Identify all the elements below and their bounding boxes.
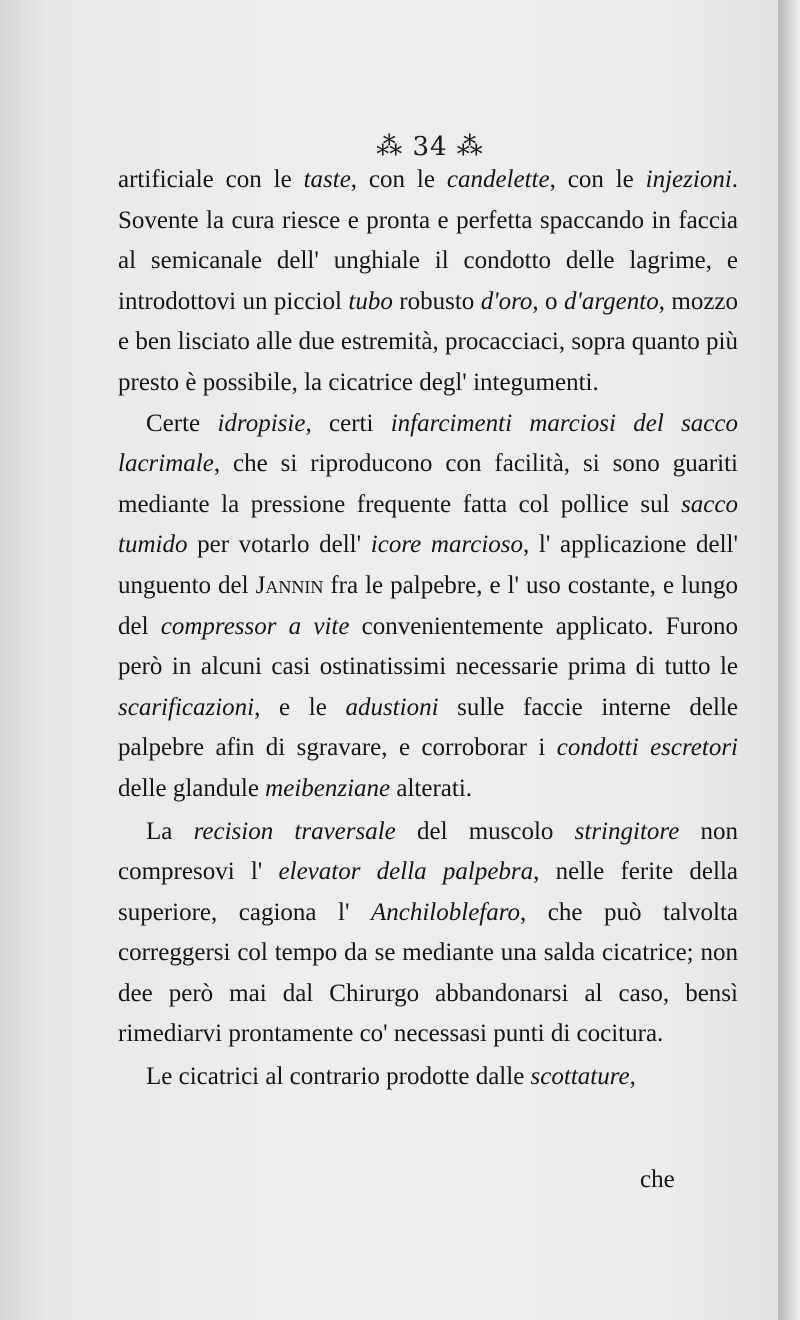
text-run: , mozzo e ben lisciato alle due estremità, procacciaci, sopra quanto più presto è possibile, la cicatrice degl' integumenti.	[118, 287, 739, 396]
text-run: delle glandule	[118, 774, 266, 802]
text-run: , con le	[350, 166, 447, 193]
text-run: Le cicatrici al contrario prodotte dalle	[146, 1063, 531, 1091]
text-run: scarificazioni	[118, 693, 255, 721]
text-run: idropisie	[217, 409, 306, 437]
text-run: injezioni	[645, 166, 732, 193]
text-run: d'argento	[564, 287, 659, 315]
text-run: , nelle ferite della superiore, cagiona l'	[118, 858, 739, 926]
text-run: , o	[532, 287, 564, 315]
text-run: , che può talvolta correggersi col tempo da se mediante una salda cicatrice; non dee però mai dal Chirurgo abbandonarsi al caso, bensì rimediarvi prontamente co' necessasi punti di cocitura.	[118, 898, 738, 1048]
text-run: robusto	[392, 287, 481, 315]
text-run: compressor a vite	[160, 612, 350, 640]
paragraph-4	[118, 1057, 738, 1098]
text-run: candelette	[446, 166, 550, 193]
text-run: alterati.	[390, 774, 473, 802]
body-text	[118, 160, 738, 1098]
text-run: tubo	[348, 287, 393, 315]
text-run: elevator della palpebra	[278, 858, 534, 886]
page-number-header: ⁂ 34 ⁂	[376, 132, 484, 162]
text-run: taste	[303, 166, 351, 193]
page-edge-shadow	[778, 0, 800, 1320]
text-run: condotti escretori	[556, 734, 739, 762]
text-run: non compresovi l'	[118, 817, 739, 886]
text-run: , certi	[305, 409, 391, 437]
text-run: Anchiloblefaro	[370, 898, 521, 926]
catchword: che	[640, 1166, 675, 1193]
text-run: , che si riproducono con facilità, si sono guariti mediante la pressione frequente fatta col pollice sul	[118, 450, 738, 518]
text-run: del muscolo	[395, 817, 575, 845]
text-run: Jannin	[255, 571, 324, 599]
text-run: stringitore	[574, 817, 680, 845]
paragraph-2	[118, 404, 738, 810]
text-run: meibenziane	[265, 774, 391, 802]
text-run: sulle faccie interne delle palpebre afin di sgravare, e corroborar i	[118, 693, 738, 762]
text-run: La	[146, 817, 194, 845]
paragraph-1	[118, 160, 738, 404]
text-run: Certe	[146, 409, 218, 437]
text-run: icore marcioso	[370, 531, 524, 559]
text-run: per votarlo dell'	[187, 531, 371, 559]
text-run: infarcimenti marciosi del sacco lacrimale	[118, 409, 738, 478]
text-run: scottature	[530, 1063, 630, 1091]
text-run: recision traversale	[193, 817, 396, 845]
text-run: , l' applicazione dell' unguento del	[118, 531, 738, 599]
text-run: adustioni	[345, 693, 439, 721]
text-run: , e le	[254, 693, 346, 721]
text-run: sacco tumido	[118, 490, 738, 559]
text-run: ,	[629, 1063, 636, 1091]
paragraph-3	[118, 812, 738, 1056]
text-run: , con le	[549, 166, 646, 193]
text-run: d'oro	[480, 287, 533, 315]
text-run: artificiale con le	[118, 166, 304, 193]
text-run: convenientemente applicato. Furono però in alcuni casi ostinatissimi necessarie prima di tutto le	[118, 612, 739, 681]
text-run: fra le palpebre, e l' uso costante, e lungo del	[118, 571, 738, 640]
text-run: . Sovente la cura riesce e pronta e perfetta spaccando in faccia al semicanale dell' unghiale il condotto delle lagrime, e introdottovi un picciol	[118, 166, 739, 315]
